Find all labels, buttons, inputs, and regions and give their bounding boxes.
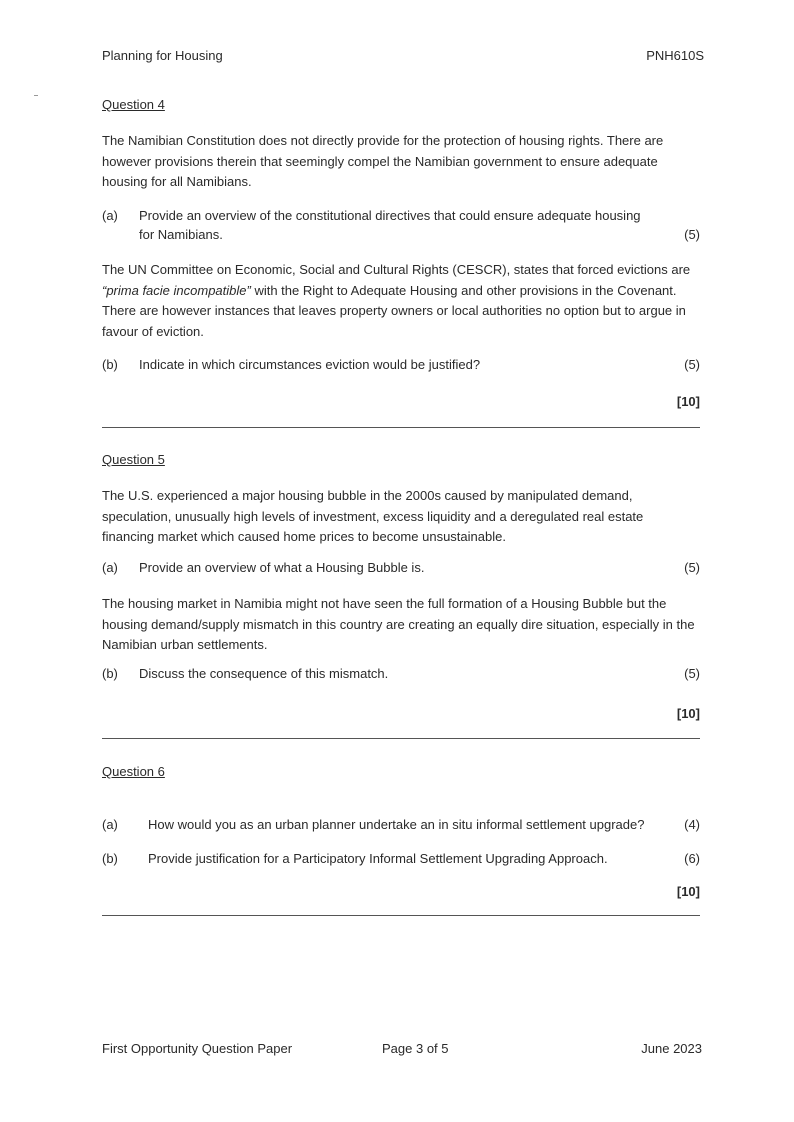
question-5-intro: The U.S. experienced a major housing bubble in the 2000s caused by manipulated demand, speculation, unusually high levels of investment, excess liquidity and a deregulated real estate financing market which caused home prices to become unsustainable. bbox=[102, 488, 644, 544]
question-4b-marks: (5) bbox=[684, 357, 700, 372]
question-4a-marks: (5) bbox=[684, 227, 700, 242]
question-4-para2 bbox=[102, 260, 702, 342]
question-4a-line1: Provide an overview of the constitutional directives that could ensure adequate housing bbox=[139, 208, 641, 223]
question-6-total: [10] bbox=[676, 884, 700, 899]
divider-2 bbox=[102, 738, 700, 739]
question-4a-label: (a) bbox=[102, 208, 118, 223]
footer-page-number: Page 3 of 5 bbox=[382, 1041, 449, 1056]
question-6-title: Question 6 bbox=[102, 764, 165, 779]
question-5b-label: (b) bbox=[102, 666, 118, 681]
question-5a-label: (a) bbox=[102, 560, 118, 575]
question-5-title: Question 5 bbox=[102, 452, 165, 467]
question-6a-marks: (4) bbox=[684, 817, 700, 832]
footer-date: June 2023 bbox=[641, 1041, 702, 1056]
question-5b-text: Discuss the consequence of this mismatch. bbox=[139, 666, 389, 681]
question-5a-text: Provide an overview of what a Housing Bubble is. bbox=[139, 560, 425, 575]
question-4-para2-line1: The UN Committee on Economic, Social and Cultural Rights (CESCR), states that forced evictions are bbox=[102, 262, 691, 277]
question-5b-marks: (5) bbox=[684, 666, 700, 681]
question-6a-label: (a) bbox=[102, 817, 118, 832]
divider-1 bbox=[102, 427, 700, 428]
header-course-code: PNH610S bbox=[646, 48, 704, 63]
question-6b-label: (b) bbox=[102, 851, 118, 866]
question-5-para2: The housing market in Namibia might not have seen the full formation of a Housing Bubble but the housing demand/supply mismatch in this country are creating an equally dire situation, especially in the Namibian urban settlements. bbox=[102, 596, 695, 652]
question-4-title: Question 4 bbox=[102, 97, 165, 112]
question-6b-marks: (6) bbox=[684, 851, 700, 866]
question-4-total: [10] bbox=[676, 394, 700, 409]
question-4-para2-emphasis: “prima facie incompatible” bbox=[102, 282, 251, 298]
question-6a-text: How would you as an urban planner undertake an in situ informal settlement upgrade? bbox=[148, 817, 645, 832]
question-6b-text: Provide justification for a Participatory Informal Settlement Upgrading Approach. bbox=[148, 851, 608, 866]
question-4-para2-rest: with the Right to Adequate Housing and other provisions in the Covenant. There are however instances that leaves property owners or local authorities no option but to argue in favour of eviction. bbox=[102, 282, 686, 339]
question-4b-label: (b) bbox=[102, 357, 118, 372]
divider-3 bbox=[102, 915, 700, 916]
question-4-intro: The Namibian Constitution does not directly provide for the protection of housing rights. There are however provisions therein that seemingly compel the Namibian government to ensure adequate housing for all Namibians. bbox=[102, 133, 664, 189]
question-5a-marks: (5) bbox=[684, 560, 700, 575]
header-course-title: Planning for Housing bbox=[102, 48, 223, 63]
footer-paper-type: First Opportunity Question Paper bbox=[102, 1041, 293, 1056]
question-4b-text: Indicate in which circumstances eviction would be justified? bbox=[139, 357, 481, 372]
question-5-total: [10] bbox=[676, 706, 700, 721]
scan-mark bbox=[34, 95, 38, 96]
question-4a-line2: for Namibians. bbox=[139, 227, 223, 242]
